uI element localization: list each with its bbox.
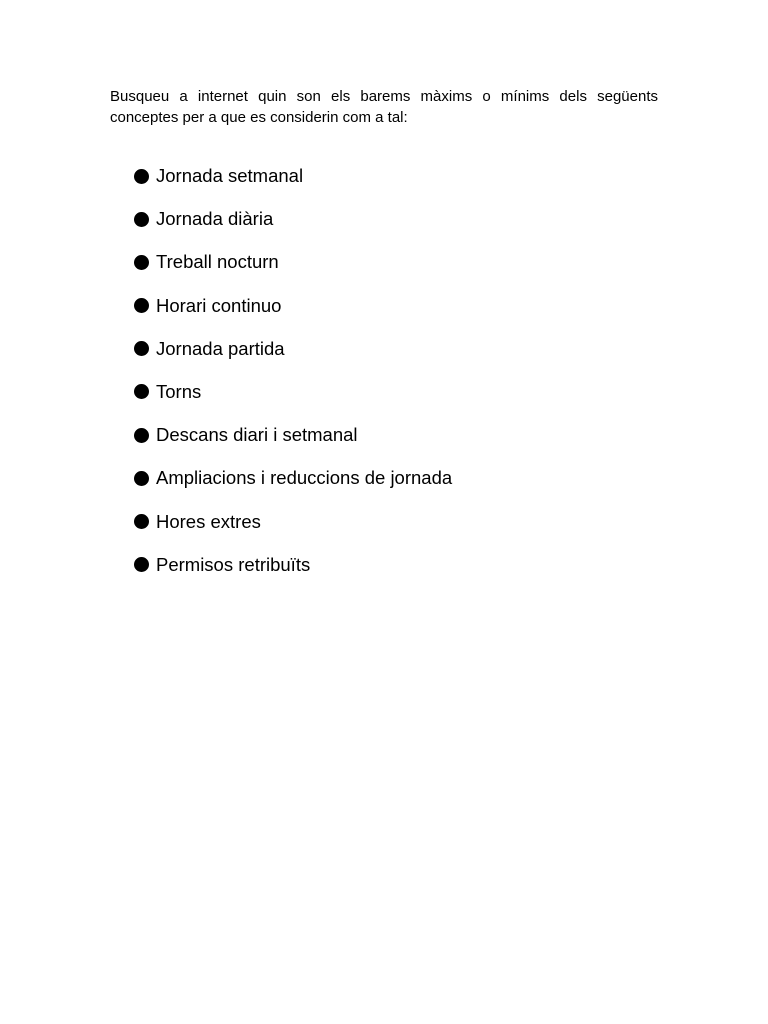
- bullet-icon: [134, 557, 149, 572]
- bullet-icon: [134, 384, 149, 399]
- intro-paragraph: Busqueu a internet quin son els barems màxims o mínims dels següents conceptes per a que es considerin com a tal:: [110, 88, 658, 126]
- bullet-icon: [134, 341, 149, 356]
- list-item-label: Jornada diària: [156, 208, 274, 230]
- bullet-icon: [134, 255, 149, 270]
- list-item-label: Jornada setmanal: [156, 165, 304, 186]
- concepts-list: [134, 163, 452, 595]
- list-item: [134, 206, 452, 232]
- list-item: [134, 509, 452, 535]
- list-item: [134, 422, 452, 448]
- bullet-icon: [134, 298, 149, 313]
- list-item: [134, 465, 452, 491]
- bullet-icon: [134, 212, 149, 227]
- list-item-label: Torns: [156, 380, 202, 402]
- list-item: [134, 552, 452, 578]
- list-item-label: Permisos retribuïts: [156, 553, 311, 575]
- list-item: [134, 249, 452, 275]
- bullet-icon: [134, 428, 149, 443]
- list-item: [134, 336, 452, 362]
- list-item-label: Hores extres: [156, 510, 261, 532]
- list-item-label: Ampliacions i reduccions de jornada: [156, 467, 453, 489]
- list-item: [134, 293, 452, 319]
- list-item-label: Jornada partida: [156, 337, 285, 359]
- list-item: [134, 379, 452, 405]
- list-item-label: Treball nocturn: [156, 251, 279, 273]
- bullet-icon: [134, 514, 149, 529]
- bullet-icon: [134, 471, 149, 486]
- list-item-label: Horari continuo: [156, 294, 282, 316]
- list-item: [134, 163, 452, 189]
- bullet-icon: [134, 169, 149, 184]
- list-item-label: Descans diari i setmanal: [156, 424, 358, 446]
